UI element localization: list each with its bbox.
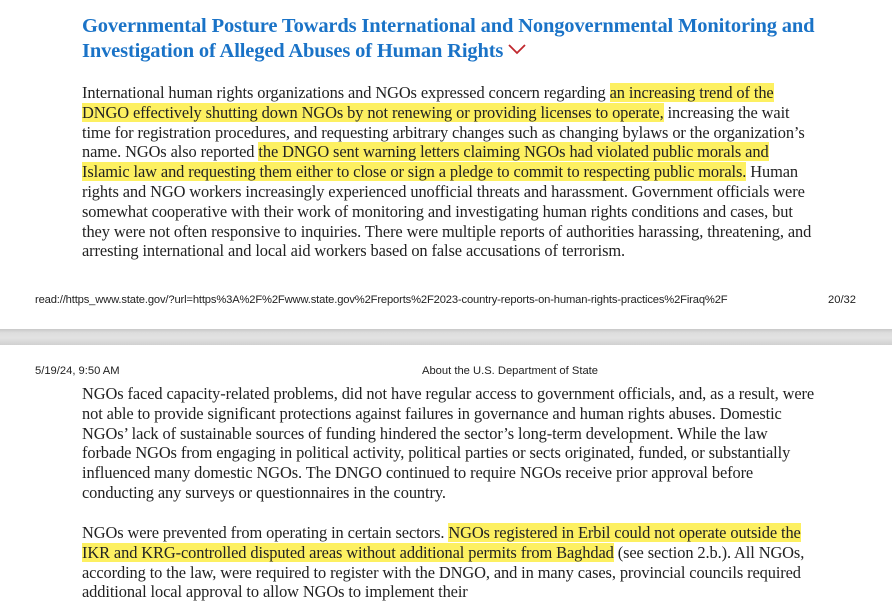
paragraph-ngo-capacity: NGOs faced capacity-related problems, did not have regular access to government officials, and, as a result, were not able to provide significant protections against failures in governance and human rights abuses. Domestic NGOs’ lack of sustainable sources of funding hindered the sector’s long-term development. While the law forbade NGOs from engaging in political activity, political parties or sects originated, funded, or substantially influenced many domestic NGOs. The DNGO continued to require NGOs receive prior approval before conducting any surveys or questionnaires in the country. (82, 384, 815, 502)
highlighted-text: NGOs registered in Erbil could not operate outside the IKR and KRG-controlled disputed areas without additional permits from Baghdad (82, 523, 801, 562)
page-separator (0, 329, 892, 345)
footer-url: read://https_www.state.gov/?url=https%3A%2F%2Fwww.state.gov%2Freports%2F2023-country-reports-on-human-rights-practices%2Firaq%2F (35, 294, 728, 306)
section-title: Governmental Posture Towards International and Nongovernmental Monitoring and Investigation of Alleged Abuses of Human Rights (82, 15, 815, 62)
paragraph-text: (see section 2.b.). All NGOs, according to the law, were required to register with the DNGO, and in many cases, provincial councils required additional local approval to allow NGOs to implement their (82, 542, 805, 602)
paragraph-text: Human rights and NGO workers increasingly experienced unofficial threats and harassment. Government officials were somewhat cooperative with their work of monitoring and investigating human rights conditions and cases, but they were not often responsive to inquiries. There were multiple reports of authorities harassing, threatening, and arresting international and local aid workers based on false accusations of terrorism. (82, 162, 812, 261)
paragraph-text: International human rights organizations and NGOs expressed concern regarding (82, 83, 610, 102)
chevron-down-icon[interactable] (507, 38, 527, 63)
highlighted-text: an increasing trend of the DNGO effectively shutting down NGOs by not renewing or providing licenses to operate, (82, 83, 774, 122)
header-title: About the U.S. Department of State (422, 365, 598, 377)
paragraph-text: NGOs were prevented from operating in certain sectors. (82, 523, 449, 542)
paragraph-text: increasing the wait time for registration procedures, and requesting arbitrary changes such as changing bylaws or the organization’s name. NGOs also reported (82, 102, 805, 162)
paragraph-ngo-concerns (82, 83, 817, 261)
page-number: 20/32 (828, 294, 856, 306)
section-heading (82, 14, 822, 64)
paragraph-ngo-restrictions (82, 523, 817, 602)
highlighted-text: the DNGO sent warning letters claiming NGOs had violated public morals and Islamic law and requesting them either to close or sign a pledge to commit to respecting public morals. (82, 142, 769, 182)
header-date: 5/19/24, 9:50 AM (35, 365, 120, 377)
